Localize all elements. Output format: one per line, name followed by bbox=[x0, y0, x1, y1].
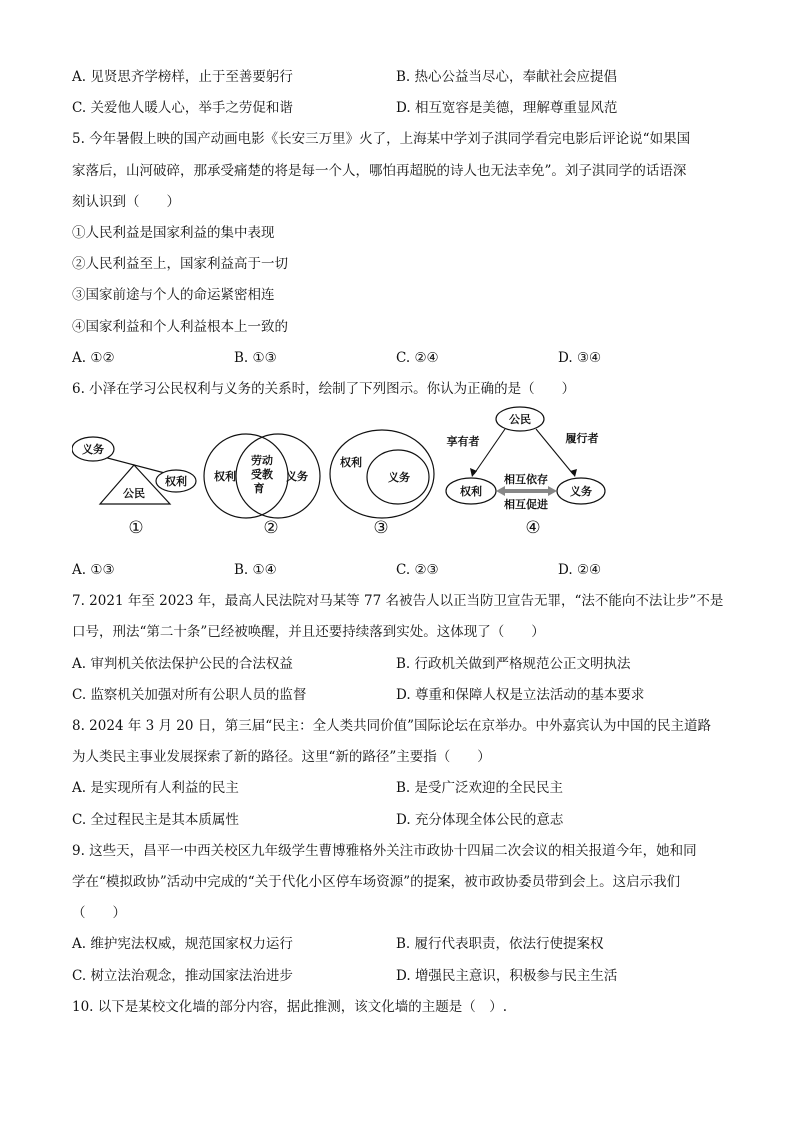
q5-statement-3: ③国家前途与个人的命运紧密相连 bbox=[72, 287, 275, 304]
fig3-inner-label: 义务 bbox=[388, 471, 410, 485]
q9-option-d: D. 增强民主意识，积极参与民主生活 bbox=[396, 967, 618, 984]
q6-option-c: C. ②③ bbox=[396, 562, 439, 579]
fig2-middle-line-3: 育 bbox=[253, 482, 265, 496]
q4-option-a: A. 见贤思齐学榜样，止于至善要躬行 bbox=[72, 69, 293, 85]
figure-2-venn bbox=[204, 434, 320, 538]
fig4-left-label: 权利 bbox=[460, 485, 482, 499]
q6-option-a: A. ①③ bbox=[72, 562, 115, 579]
q5-stem-line-1: 5. 今年暑假上映的国产动画电影《长安三万里》火了，上海某中学刘子淇同学看完电影后评论说“如果国 bbox=[72, 131, 691, 148]
q5-option-b: B. ①③ bbox=[234, 349, 277, 366]
q4-option-c: C. 关爱他人暖人心，举手之劳促和谐 bbox=[72, 100, 293, 117]
fig2-middle-line-1: 劳动 bbox=[251, 454, 273, 468]
q4-option-d: D. 相互宽容是美德，理解尊重显风范 bbox=[396, 100, 618, 117]
q9-stem-line-2: 学在“模拟政协”活动中完成的“关于代化小区停车场资源”的提案，被市政协委员带到会上。这启示我们 bbox=[72, 873, 681, 890]
q9-stem-line-1: 9. 这些天，昌平一中西关校区九年级学生曹博雅格外关注市政协十四届二次会议的相关报道今年，她和同 bbox=[72, 842, 697, 859]
q8-stem-line-1: 8. 2024 年 3 月 20 日，第三届“民主：全人类共同价值”国际论坛在京举办。中外嘉宾认为中国的民主道路 bbox=[72, 718, 712, 734]
q8-option-a: A. 是实现所有人利益的民主 bbox=[72, 780, 239, 797]
nested-outer-oval bbox=[330, 430, 434, 518]
q7-option-a: A. 审判机关依法保护公民的合法权益 bbox=[72, 655, 293, 672]
q9-options-row-1 bbox=[72, 929, 727, 960]
q8-option-c: C. 全过程民主是其本质属性 bbox=[72, 811, 239, 828]
q4-options-row-2 bbox=[72, 93, 727, 124]
fig4-link-bottom: 相互促进 bbox=[504, 498, 548, 512]
q4-option-b: B. 热心公益当尽心，奉献社会应提倡 bbox=[396, 69, 618, 85]
q5-statement-4: ④国家利益和个人利益根本上一致的 bbox=[72, 318, 288, 335]
q9-option-a: A. 维护宪法权威，规范国家权力运行 bbox=[72, 936, 293, 953]
fig3-outer-label: 权利 bbox=[340, 456, 362, 470]
q8-option-d: D. 充分体现全体公民的意志 bbox=[396, 811, 564, 828]
q6-options bbox=[72, 555, 727, 586]
q8-option-b: B. 是受广泛欢迎的全民民主 bbox=[396, 780, 564, 797]
fig4-link-top: 相互依存 bbox=[504, 473, 548, 487]
q10-stem: 10. 以下是某校文化墙的部分内容，据此推测，该文化墙的主题是（ ）. bbox=[72, 998, 508, 1015]
q6-stem: 6. 小泽在学习公民权利与义务的关系时，绘制了下列图示。你认为正确的是（ ） bbox=[72, 380, 576, 397]
q5-stem-line-2: 家落后，山河破碎，那承受痛楚的将是每一个人，哪怕再超脱的诗人也无法幸免”。刘子淇同学的话语深 bbox=[72, 162, 687, 179]
figure-3-nested bbox=[330, 430, 434, 538]
q6-figures bbox=[72, 405, 727, 555]
q9-option-b: B. 履行代表职责，依法行使提案权 bbox=[396, 936, 604, 953]
fig4-left-arrowhead bbox=[470, 468, 477, 477]
figure-1-seesaw bbox=[72, 437, 196, 538]
fig4-double-arrow-bar bbox=[501, 489, 552, 493]
fig4-double-arrow-right-head bbox=[548, 486, 557, 496]
q7-stem-line-1: 7. 2021 年至 2023 年，最高人民法院对马某等 77 名被告人以正当防卫宣告无罪，“法不能向不法让步”不是 bbox=[72, 593, 724, 610]
fig1-number: ① bbox=[128, 518, 144, 539]
fig4-number: ④ bbox=[525, 518, 541, 539]
fig4-left-role: 享有者 bbox=[446, 435, 480, 449]
fig1-right-label: 权利 bbox=[165, 475, 187, 489]
q9-stem-line-3: （ ） bbox=[72, 905, 126, 922]
q9-options-row-2 bbox=[72, 961, 727, 992]
fig4-right-role: 履行者 bbox=[565, 432, 599, 446]
q5-option-c: C. ②④ bbox=[396, 349, 439, 366]
q5-statement-1: ①人民利益是国家利益的集中表现 bbox=[72, 224, 275, 241]
q5-statement-2: ②人民利益至上，国家利益高于一切 bbox=[72, 256, 288, 273]
fig4-top-label: 公民 bbox=[509, 413, 531, 427]
q6-figures-svg bbox=[72, 405, 732, 555]
q7-stem-line-2: 口号，刑法“第二十条”已经被唤醒，并且还要持续落到实处。这体现了（ ） bbox=[72, 624, 545, 641]
fig4-right-arrowhead bbox=[570, 469, 577, 477]
fig2-right-label: 义务 bbox=[286, 470, 308, 484]
q7-option-b: B. 行政机关做到严格规范公正文明执法 bbox=[396, 655, 631, 672]
fig1-left-label: 义务 bbox=[82, 443, 104, 457]
q7-option-d: D. 尊重和保障人权是立法活动的基本要求 bbox=[396, 686, 645, 703]
fig2-number: ② bbox=[263, 518, 279, 539]
q8-stem-line-2: 为人类民主事业发展探索了新的路径。这里“新的路径”主要指（ ） bbox=[72, 749, 491, 766]
fig2-left-label: 权利 bbox=[214, 470, 236, 484]
q8-options-row-2 bbox=[72, 805, 727, 836]
q5-stem-line-3: 刻认识到（ ） bbox=[72, 193, 180, 210]
fig1-base-label: 公民 bbox=[123, 487, 145, 501]
q6-option-d: D. ②④ bbox=[558, 562, 602, 579]
q5-options bbox=[72, 343, 727, 374]
fig4-double-arrow-left-head bbox=[496, 486, 505, 496]
figure-4-relationship bbox=[446, 407, 605, 538]
fig3-number: ③ bbox=[373, 518, 389, 539]
q4-options-row-1 bbox=[72, 62, 727, 93]
q8-options-row-1 bbox=[72, 773, 727, 804]
q7-options-row-2 bbox=[72, 680, 727, 711]
q7-options-row-1 bbox=[72, 649, 727, 680]
q6-option-b: B. ①④ bbox=[234, 562, 277, 579]
q5-option-a: A. ①② bbox=[72, 349, 115, 366]
fig4-right-label: 义务 bbox=[570, 485, 592, 499]
q7-option-c: C. 监察机关加强对所有公职人员的监督 bbox=[72, 686, 307, 703]
exam-page bbox=[72, 62, 727, 1023]
q9-option-c: C. 树立法治观念，推动国家法治进步 bbox=[72, 967, 293, 984]
fig2-middle-line-2: 受教 bbox=[251, 468, 273, 482]
q5-option-d: D. ③④ bbox=[558, 349, 602, 366]
